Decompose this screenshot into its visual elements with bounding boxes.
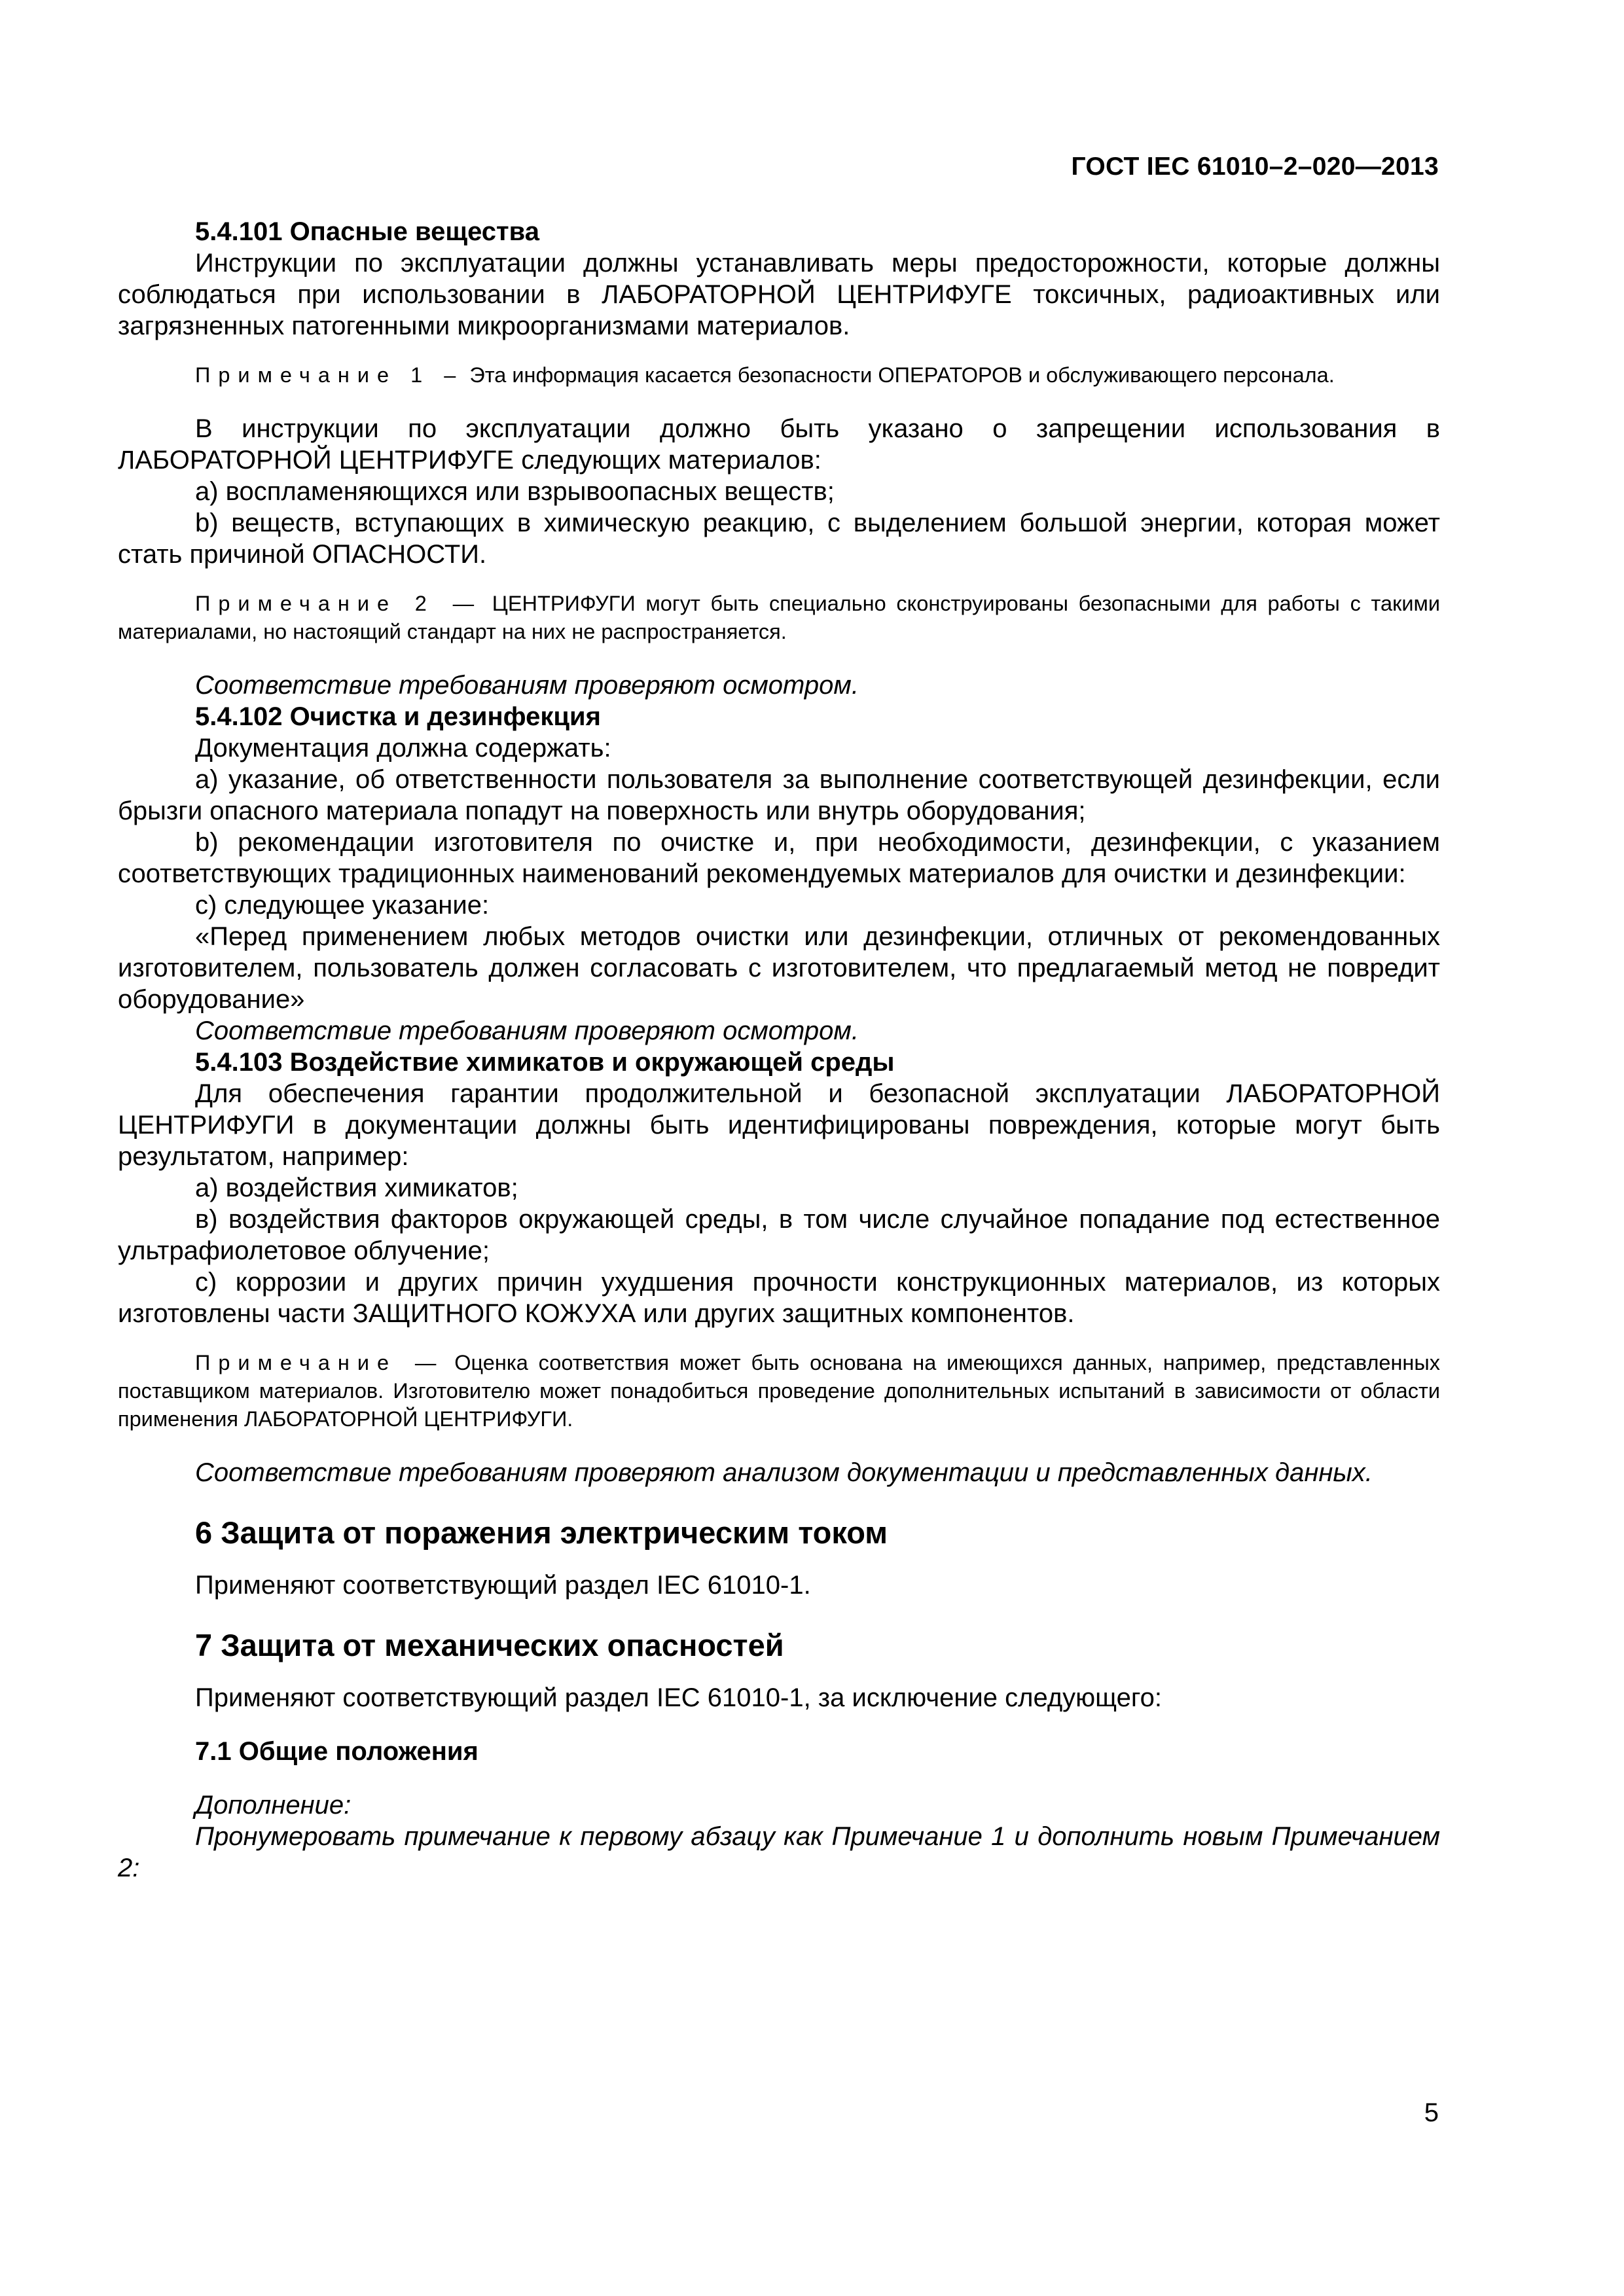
section-heading-5-4-102: 5.4.102 Очистка и дезинфекция [195, 702, 601, 731]
note-text: ЦЕНТРИФУГИ могут быть специально сконструированы безопасными для работы с такими материалами, но настоящий стандарт на них не распространяется. [118, 592, 1441, 643]
document-code-header: ГОСТ IEC 61010–2–020—2013 [1071, 152, 1439, 181]
addition-label: Дополнение: [195, 1791, 352, 1820]
list-item: а) воспламеняющихся или взрывоопасных веществ; [195, 477, 835, 506]
list-item: а) воздействия химикатов; [195, 1174, 518, 1202]
list-item: b) рекомендации изготовителя по очистке и, при необходимости, дезинфекции, с указанием соответствующих традиционных наименований рекомендуемых материалов для очистки и дезинфекции: [118, 828, 1440, 888]
note-label: Примечание 2 — [195, 592, 482, 615]
note-text: Эта информация касается безопасности ОПЕРАТОРОВ и обслуживающего персонала. [469, 363, 1335, 387]
list-item: в) воздействия факторов окружающей среды, в том числе случайное попадание под естественное ультрафиолетовое облучение; [118, 1205, 1440, 1265]
paragraph: Инструкции по эксплуатации должны устанавливать меры предосторожности, которые должны соблюдаться при использовании в ЛАБОРАТОРНОЙ ЦЕНТРИФУГЕ токсичных, радиоактивных или загрязненных патогенными микроорганизмами материалов. [118, 249, 1440, 340]
list-item: а) указание, об ответственности пользователя за выполнение соответствующей дезинфекции, если брызги опасного материала попадут на поверхность или внутрь оборудования; [118, 765, 1440, 825]
instruction-text: Пронумеровать примечание к первому абзацу как Примечание 1 и дополнить новым Примечанием 2: [118, 1822, 1440, 1882]
page-content [118, 216, 1440, 1884]
list-item: с) следующее указание: [195, 891, 490, 920]
section-heading-6: 6 Защита от поражения электрическим током [195, 1515, 888, 1550]
paragraph: Применяют соответствующий раздел IEC 61010-1. [195, 1571, 811, 1600]
compliance-statement: Соответствие требованиям проверяют осмотром. [195, 671, 859, 700]
section-heading-5-4-103: 5.4.103 Воздействие химикатов и окружающей среды [195, 1048, 895, 1077]
subsection-heading-7-1: 7.1 Общие положения [195, 1737, 478, 1766]
paragraph: Документация должна содержать: [195, 734, 611, 762]
paragraph: Применяют соответствующий раздел IEC 61010-1, за исключение следующего: [195, 1683, 1162, 1712]
quoted-text: «Перед применением любых методов очистки или дезинфекции, отличных от рекомендованных изготовителем, пользователь должен согласовать с изготовителем, что предлагаемый метод не повредит оборудование» [118, 922, 1440, 1014]
section-heading-7: 7 Защита от механических опасностей [195, 1628, 784, 1662]
note-text: Оценка соответствия может быть основана на имеющихся данных, например, представленных поставщиком материалов. Изготовителю может понадобиться проведение дополнительных испытаний в зависимости от области применения ЛАБОРАТОРНОЙ ЦЕНТРИФУГИ. [118, 1351, 1440, 1431]
compliance-statement: Соответствие требованиям проверяют анализом документации и представленных данных. [195, 1458, 1373, 1487]
compliance-statement: Соответствие требованиям проверяют осмотром. [195, 1016, 859, 1045]
note-label: Примечание 1 – [195, 363, 464, 387]
paragraph: В инструкции по эксплуатации должно быть указано о запрещении использования в ЛАБОРАТОРНОЙ ЦЕНТРИФУГЕ следующих материалов: [118, 414, 1440, 475]
page-number: 5 [1424, 2098, 1439, 2127]
paragraph: Для обеспечения гарантии продолжительной и безопасной эксплуатации ЛАБОРАТОРНОЙ ЦЕНТРИФУГИ в документации должны быть идентифицированы повреждения, которые могут быть результатом, например: [118, 1079, 1440, 1171]
note-label: Примечание — [195, 1351, 444, 1374]
note-3 [118, 1349, 1440, 1433]
note-1 [118, 361, 1440, 389]
list-item: с) коррозии и других причин ухудшения прочности конструкционных материалов, из которых изготовлены части ЗАЩИТНОГО КОЖУХА или других защитных компонентов. [118, 1268, 1440, 1328]
list-item: b) веществ, вступающих в химическую реакцию, с выделением большой энергии, которая может стать причиной ОПАСНОСТИ. [118, 509, 1440, 569]
note-2 [118, 590, 1440, 646]
section-heading-5-4-101: 5.4.101 Опасные вещества [195, 217, 539, 246]
